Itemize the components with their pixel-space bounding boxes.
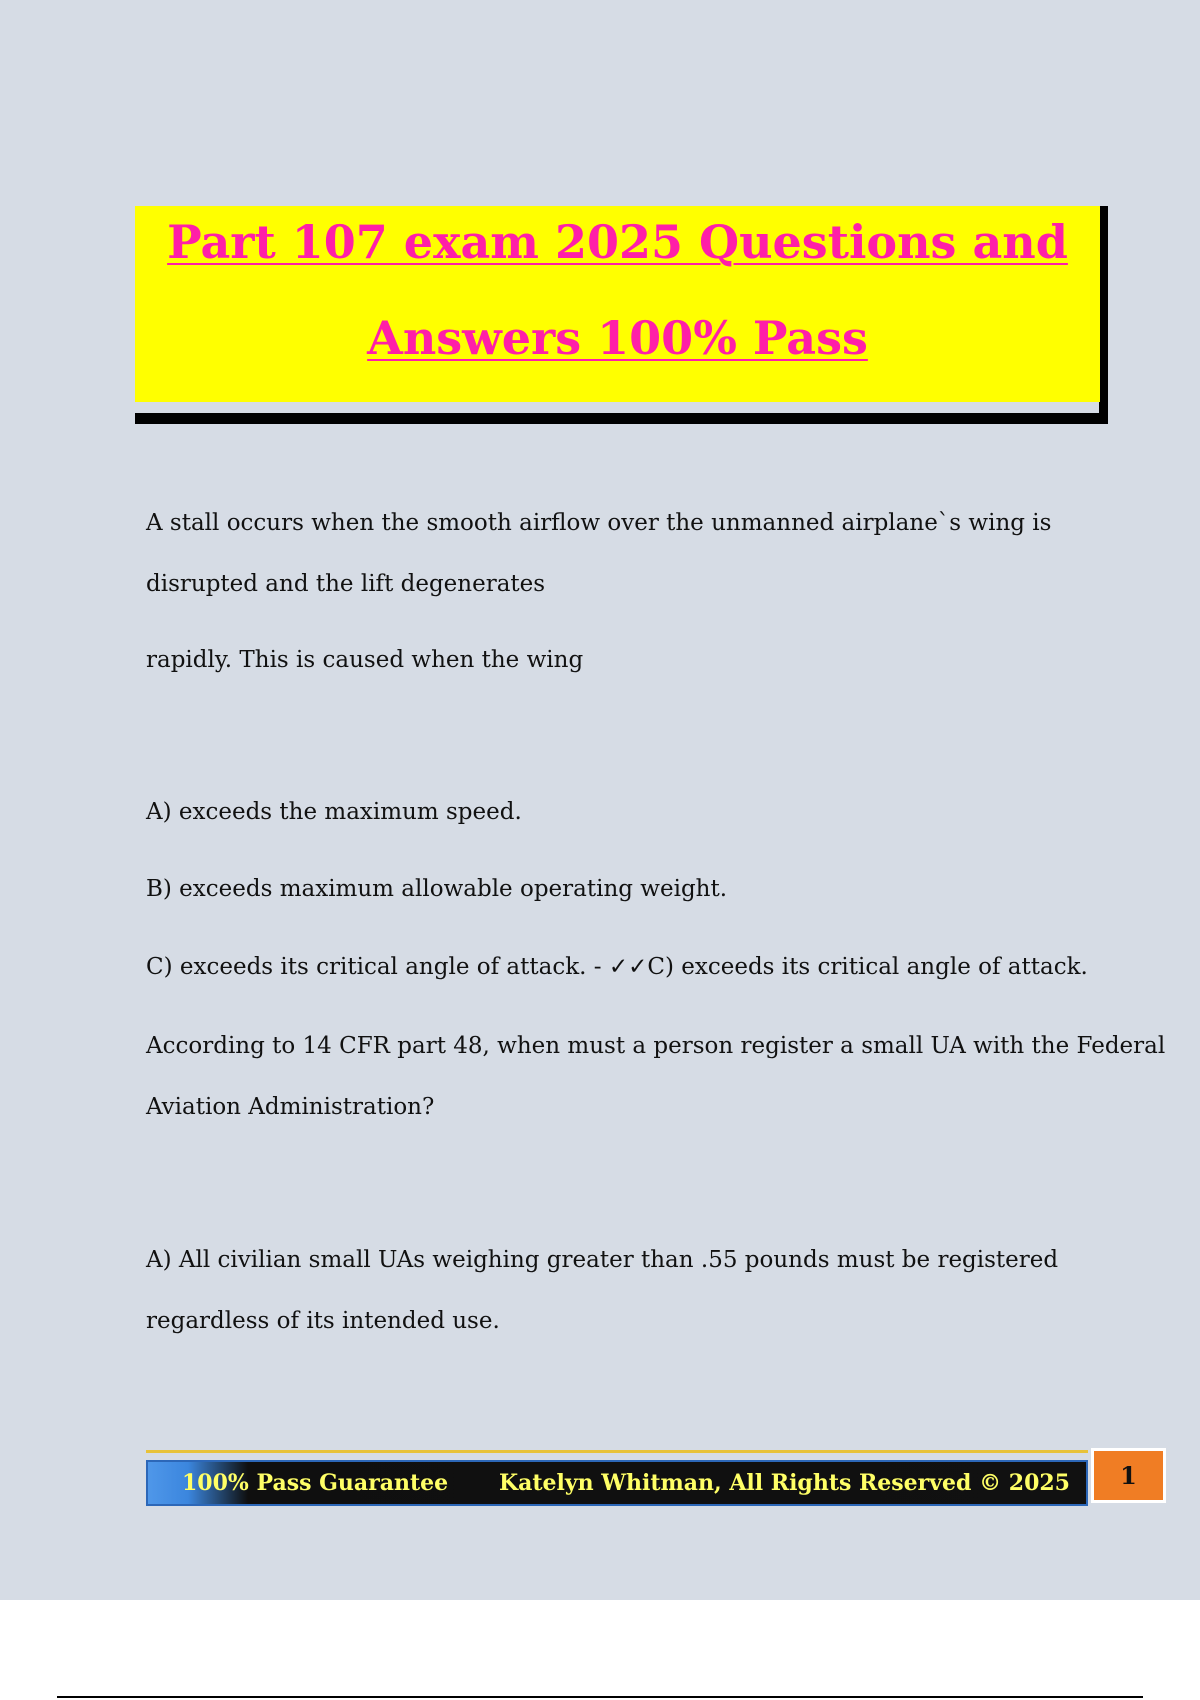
title-line-1: Part 107 exam 2025 Questions and (167, 215, 1068, 269)
title-shadow-right (1099, 206, 1108, 424)
footer-guarantee-text: 100% Pass Guarantee (182, 1470, 449, 1496)
question-1-option-c-answer: C) exceeds its critical angle of attack. - ✓✓C) exceeds its critical angle of attack. (146, 954, 1088, 980)
question-2-option-a-line-2: regardless of its intended use. (146, 1308, 500, 1334)
question-1-line-3: rapidly. This is caused when the wing (146, 647, 584, 673)
footer-bar (146, 1460, 1088, 1506)
question-1-line-1: A stall occurs when the smooth airflow over the unmanned airplane`s wing is (146, 510, 1052, 536)
question-2-line-2: Aviation Administration? (146, 1094, 435, 1120)
title-shadow-bottom (135, 413, 1108, 424)
footer-copyright-text: Katelyn Whitman, All Rights Reserved © 2025 (498, 1470, 1070, 1496)
title-line-2: Answers 100% Pass (367, 311, 868, 365)
page-number-badge: 1 (1091, 1448, 1166, 1503)
title-banner (135, 206, 1100, 402)
question-1-line-2: disrupted and the lift degenerates (146, 571, 546, 597)
question-1-option-b: B) exceeds maximum allowable operating weight. (146, 876, 728, 902)
question-2-line-1: According to 14 CFR part 48, when must a person register a small UA with the Federal (146, 1033, 1166, 1059)
next-page-top-rule (57, 1696, 1143, 1698)
footer-gold-rule (146, 1450, 1088, 1453)
question-2-option-a-line-1: A) All civilian small UAs weighing greater than .55 pounds must be registered (146, 1247, 1059, 1273)
question-1-option-a: A) exceeds the maximum speed. (146, 799, 522, 825)
